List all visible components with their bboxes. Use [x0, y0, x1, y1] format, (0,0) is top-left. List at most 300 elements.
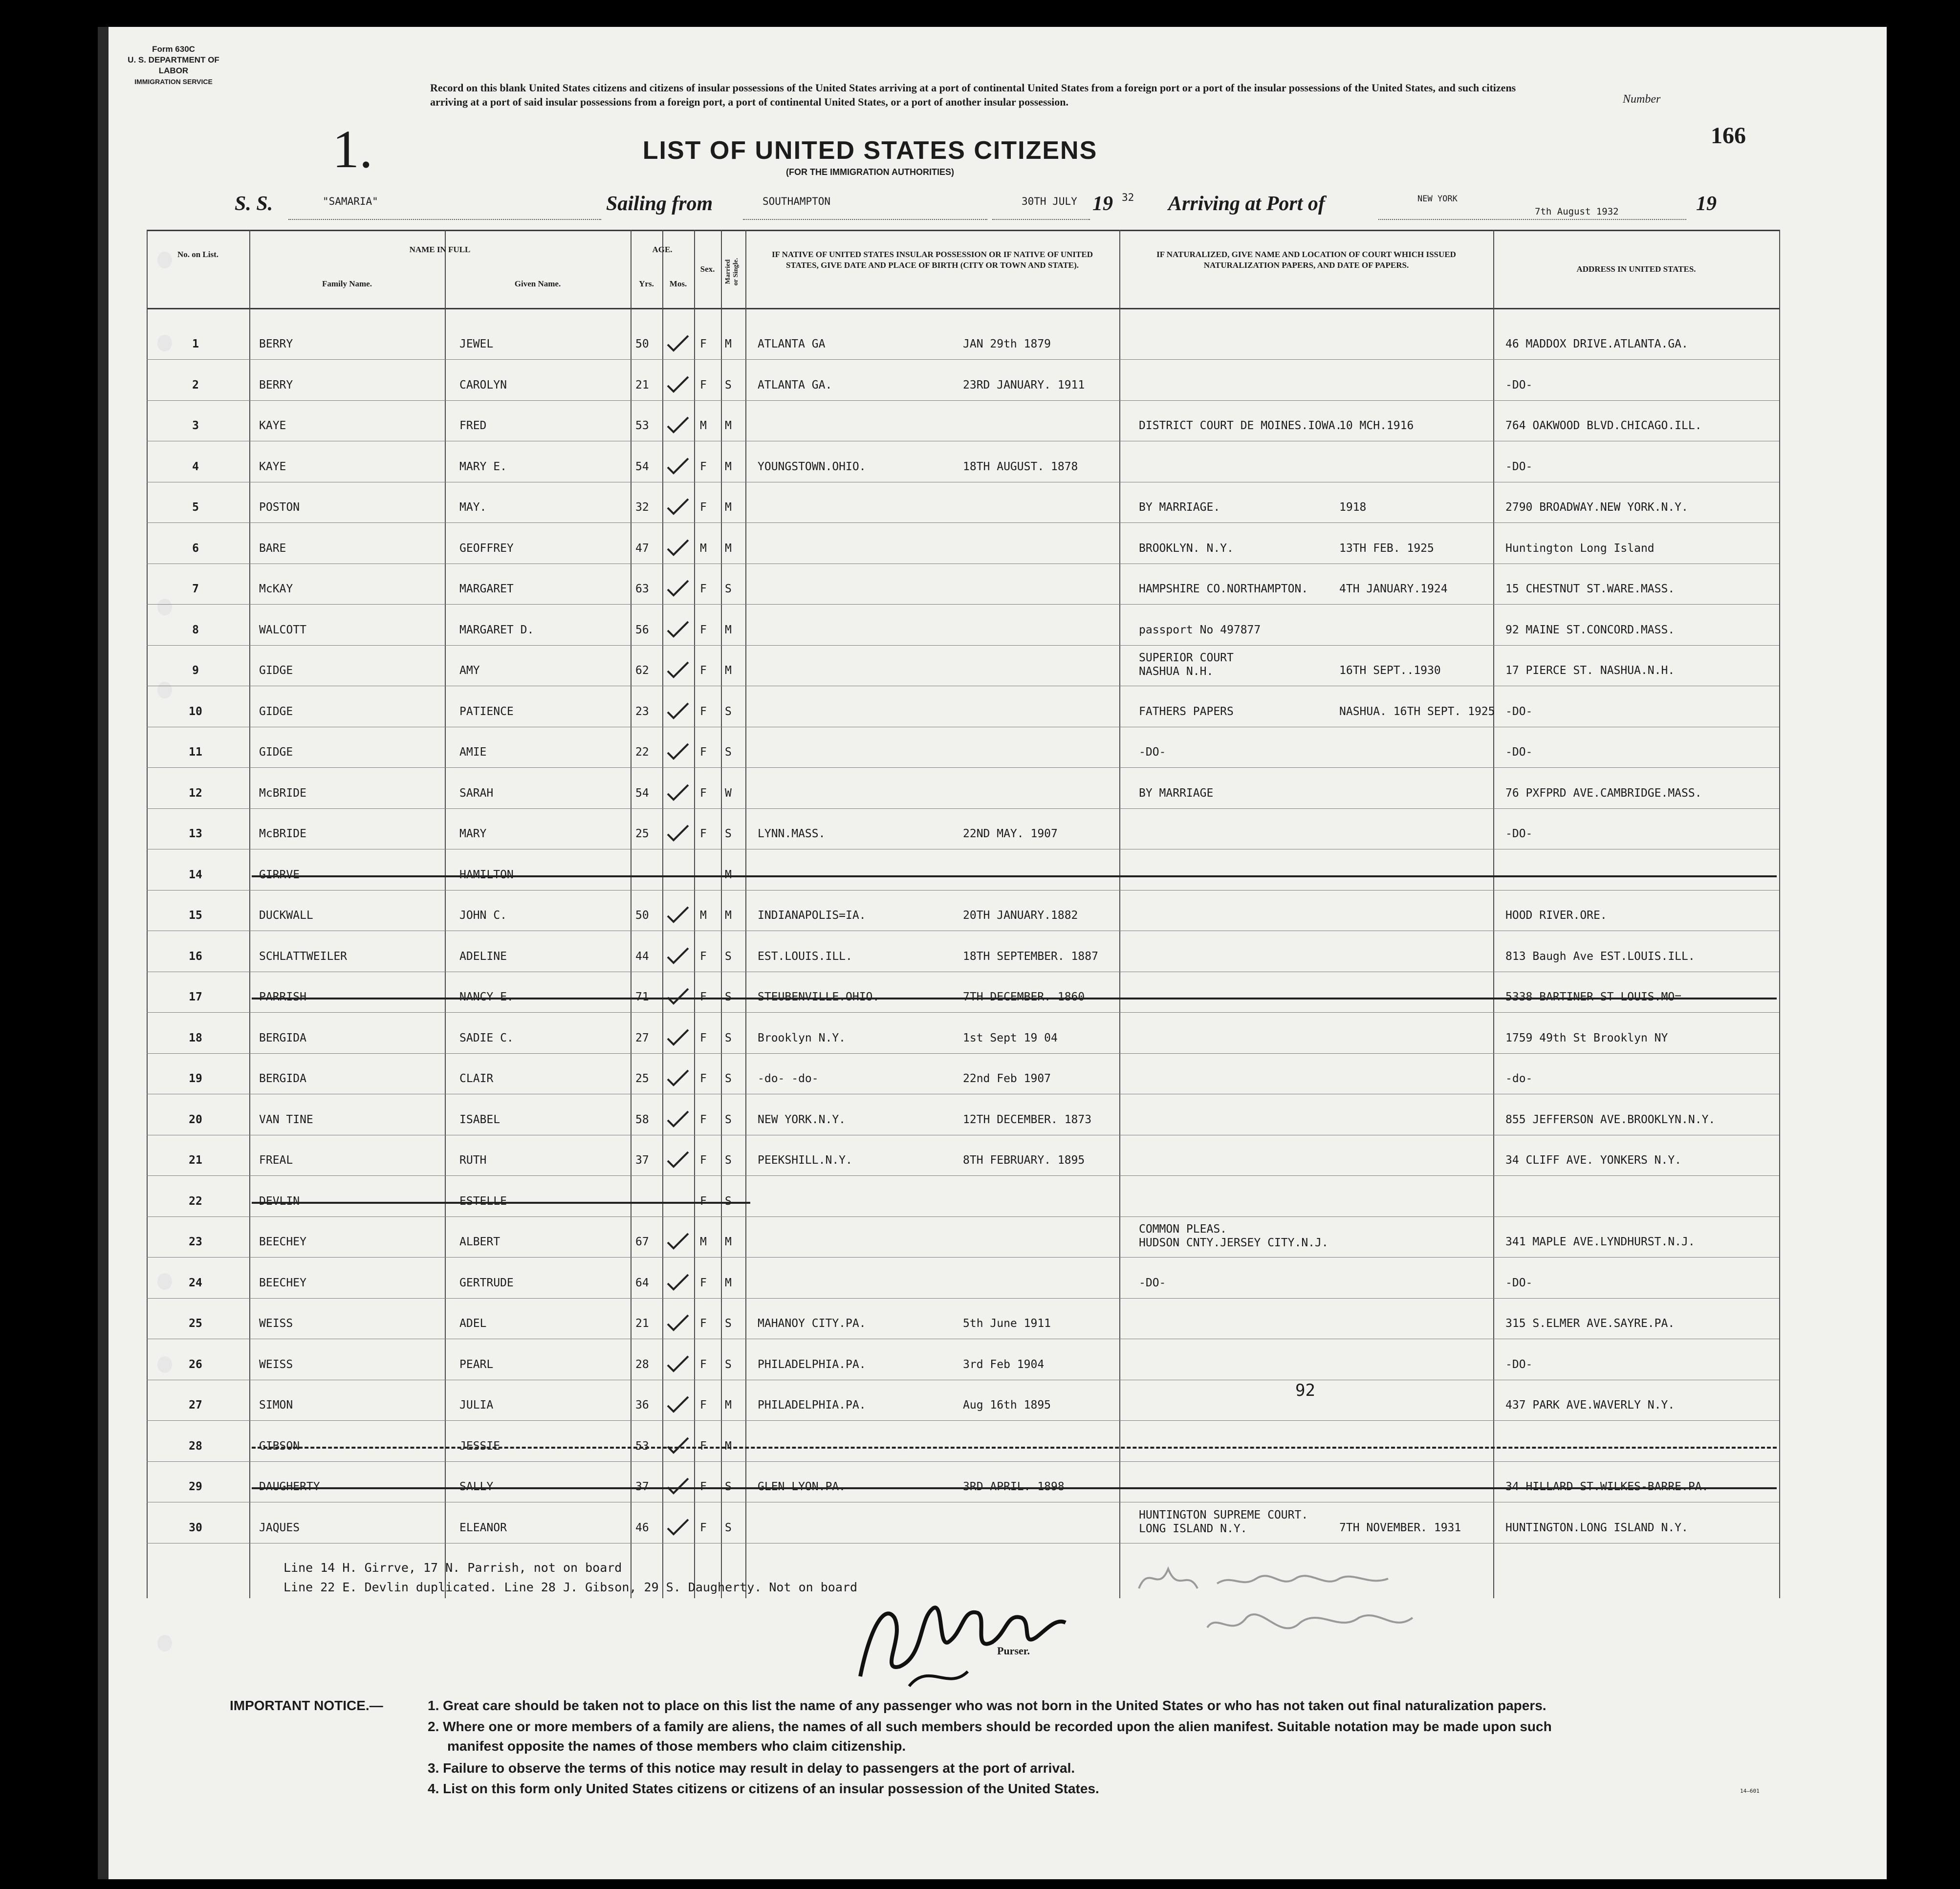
strike-through-line [252, 1447, 1777, 1449]
sex: F [700, 1521, 707, 1534]
header-yrs: Yrs. [639, 279, 654, 288]
address: -DO- [1505, 460, 1533, 473]
marital-status: M [725, 1236, 732, 1248]
marital-status: S [725, 1521, 732, 1534]
row-number: 7 [192, 583, 199, 595]
naturalization-location: LONG ISLAND N.Y. [1139, 1522, 1247, 1535]
naturalization-court: DISTRICT COURT DE MOINES.IOWA. [1139, 419, 1342, 432]
marital-status: M [725, 664, 732, 677]
birth-date: 22nd Feb 1907 [963, 1072, 1051, 1085]
birth-place: ATLANTA GA. [758, 378, 832, 391]
row-number: 13 [189, 827, 202, 840]
family-name: SCHLATTWEILER [259, 950, 348, 963]
address: 341 MAPLE AVE.LYNDHURST.N.J. [1505, 1236, 1695, 1248]
given-name: JESSIE [459, 1439, 501, 1453]
given-name: NANCY E. [459, 991, 514, 1003]
address: HUNTINGTON.LONG ISLAND N.Y. [1505, 1521, 1688, 1534]
arrival-port: NEW YORK [1417, 194, 1458, 204]
form-id: Form 630C [152, 44, 195, 54]
family-name: BERRY [259, 338, 293, 350]
age-years: 44 [635, 950, 649, 963]
check-mark-icon [664, 824, 693, 843]
sailing-label: Sailing from [606, 193, 713, 215]
row-rule [147, 1012, 1779, 1013]
row-number: 17 [189, 991, 202, 1003]
naturalization-court: -DO- [1139, 746, 1166, 759]
sex: F [700, 1031, 707, 1044]
address: 34 HILLARD ST.WILKES-BARRE.PA. [1505, 1480, 1709, 1493]
sex: F [700, 1194, 707, 1208]
column-rule [721, 230, 722, 1598]
address: 92 MAINE ST.CONCORD.MASS. [1505, 623, 1675, 636]
family-name: POSTON [259, 501, 300, 514]
given-name: HAMILTON [459, 868, 514, 881]
arrival-underline [1378, 219, 1686, 220]
row-number: 21 [189, 1154, 202, 1167]
row-rule [147, 604, 1779, 605]
given-name: ALBERT [459, 1236, 501, 1248]
marital-status: M [725, 419, 732, 432]
birth-place: LYNN.MASS. [758, 827, 826, 840]
row-rule [147, 645, 1779, 646]
given-name: GEOFFREY [459, 542, 514, 555]
given-name: ADEL [459, 1317, 487, 1330]
naturalization-court: BY MARRIAGE. [1139, 501, 1220, 514]
family-name: DEVLIN [259, 1194, 300, 1208]
given-name: MARY [459, 827, 487, 840]
family-name: KAYE [259, 419, 286, 432]
family-name: DAUGHERTY [259, 1480, 320, 1493]
naturalization-court: HUNTINGTON SUPREME COURT. [1139, 1508, 1308, 1521]
check-mark-icon [664, 375, 693, 394]
row-rule [147, 1175, 1779, 1176]
birth-place: MAHANOY CITY.PA. [758, 1317, 866, 1330]
address: 2790 BROADWAY.NEW YORK.N.Y. [1505, 501, 1688, 514]
check-mark-icon [664, 1436, 693, 1455]
naturalization-date: 13TH FEB. 1925 [1339, 542, 1434, 555]
given-name: SADIE C. [459, 1031, 514, 1044]
address: 34 CLIFF AVE. YONKERS N.Y. [1505, 1154, 1682, 1167]
address: 764 OAKWOOD BLVD.CHICAGO.ILL. [1505, 419, 1702, 432]
marital-status: S [725, 1031, 732, 1044]
row-number: 27 [189, 1399, 202, 1411]
marital-status: S [725, 705, 732, 718]
age-years: 71 [635, 991, 649, 1003]
number-label: Number [1623, 93, 1661, 106]
row-number: 4 [192, 460, 199, 473]
birth-date: 18TH SEPTEMBER. 1887 [963, 950, 1098, 963]
age-years: 47 [635, 542, 649, 555]
marital-status: S [725, 378, 732, 391]
address: 15 CHESTNUT ST.WARE.MASS. [1505, 583, 1675, 595]
family-name: McBRIDE [259, 827, 306, 840]
row-rule [147, 808, 1779, 809]
check-mark-icon [664, 1150, 693, 1170]
row-number: 23 [189, 1236, 202, 1248]
marital-status: M [725, 623, 732, 636]
marital-status: M [725, 338, 732, 350]
given-name: MARGARET D. [459, 623, 534, 636]
age-years: 50 [635, 338, 649, 350]
marital-status: S [725, 1317, 732, 1330]
given-name: ESTELLE [459, 1194, 507, 1208]
row-number: 11 [189, 746, 202, 759]
check-mark-icon [664, 334, 693, 353]
given-name: MAY. [459, 501, 487, 514]
family-name: BERGIDA [259, 1031, 306, 1044]
marital-status: S [725, 1480, 732, 1493]
year2-label: 19 [1696, 193, 1717, 215]
age-years: 54 [635, 460, 649, 473]
birth-place: YOUNGSTOWN.OHIO. [758, 460, 866, 473]
age-years: 28 [635, 1358, 649, 1371]
address: -DO- [1505, 1276, 1533, 1289]
family-name: WALCOTT [259, 623, 306, 636]
check-mark-icon [664, 1476, 693, 1496]
naturalization-date: 7TH NOVEMBER. 1931 [1339, 1521, 1461, 1534]
note-line-2: Line 22 E. Devlin duplicated. Line 28 J. Gibson, 29 S. Daugherty. Not on board [283, 1580, 857, 1594]
address: -DO- [1505, 827, 1533, 840]
header-bottom-rule [147, 308, 1779, 309]
age-years: 50 [635, 909, 649, 922]
sex: M [700, 909, 707, 922]
birth-place: PEEKSHILL.N.Y. [758, 1154, 852, 1167]
row-number: 10 [189, 705, 202, 718]
row-number: 1 [192, 338, 199, 350]
birth-place: GLEN LYON.PA. [758, 1480, 846, 1493]
sex: F [700, 1113, 707, 1126]
sex: F [700, 501, 707, 514]
family-name: KAYE [259, 460, 286, 473]
ship-underline [288, 219, 601, 220]
row-number: 29 [189, 1480, 202, 1493]
column-rule [745, 230, 746, 1598]
given-name: AMIE [459, 746, 487, 759]
header-birth: IF NATIVE OF UNITED STATES INSULAR POSSESSION OR IF NATIVE OF UNITED STATES, GIVE DATE AND PLACE OF BIRTH (CITY OR TOWN AND STATE). [772, 250, 1093, 270]
birth-date: 5th June 1911 [963, 1317, 1051, 1330]
marital-status: M [725, 1439, 732, 1453]
age-years: 58 [635, 1113, 649, 1126]
header-address: ADDRESS IN UNITED STATES. [1576, 264, 1696, 274]
given-name: GERTRUDE [459, 1276, 514, 1289]
address: 855 JEFFERSON AVE.BROOKLYN.N.Y. [1505, 1113, 1716, 1126]
check-mark-icon [664, 1232, 693, 1251]
given-name: PEARL [459, 1358, 494, 1371]
sailing-date: 30TH JULY [1022, 195, 1077, 207]
family-name: BEECHEY [259, 1236, 306, 1248]
check-mark-icon [664, 1313, 693, 1333]
notice-item-2-cont: manifest opposite the names of those members who claim citizenship. [447, 1738, 906, 1754]
column-rule [631, 230, 632, 1598]
sex: F [700, 827, 707, 840]
column-rule [1493, 230, 1494, 1598]
check-mark-icon [664, 742, 693, 761]
check-mark-icon [664, 701, 693, 721]
check-mark-icon [664, 1354, 693, 1374]
from-port: SOUTHAMPTON [762, 195, 831, 207]
row-number: 22 [189, 1194, 202, 1208]
sex: F [700, 746, 707, 759]
family-name: BERGIDA [259, 1072, 306, 1085]
given-name: CAROLYN [459, 378, 507, 391]
birth-place: -do- -do- [758, 1072, 819, 1085]
strike-through-line [252, 875, 1777, 877]
given-name: JULIA [459, 1399, 494, 1411]
address: -DO- [1505, 1358, 1533, 1371]
marital-status: M [725, 868, 732, 881]
arrival-date: 7th August 1932 [1535, 206, 1619, 217]
sex: F [700, 338, 707, 350]
sex: F [700, 1358, 707, 1371]
column-rule [662, 230, 663, 1598]
birth-date: 8TH FEBRUARY. 1895 [963, 1154, 1085, 1167]
given-name: SALLY [459, 1480, 494, 1493]
check-mark-icon [664, 1109, 693, 1129]
family-name: SIMON [259, 1399, 293, 1411]
birth-place: STEUBENVILLE.OHIO. [758, 991, 880, 1003]
check-mark-icon [664, 783, 693, 803]
given-name: ISABEL [459, 1113, 501, 1126]
column-rule [147, 230, 148, 1598]
form-identifier [120, 44, 227, 87]
naturalization-court: BY MARRIAGE [1139, 786, 1214, 800]
family-name: McBRIDE [259, 786, 306, 800]
marital-status: S [725, 1194, 732, 1208]
birth-place: PHILADELPHIA.PA. [758, 1358, 866, 1371]
column-rule [249, 230, 250, 1598]
age-years: 46 [635, 1521, 649, 1534]
check-mark-icon [664, 1028, 693, 1047]
row-number: 16 [189, 950, 202, 963]
header-given: Given Name. [514, 279, 561, 288]
family-name: FREAL [259, 1154, 293, 1167]
column-rule [1779, 230, 1780, 1598]
age-years: 21 [635, 1317, 649, 1330]
purser-label: Purser. [997, 1645, 1030, 1657]
naturalization-court: -DO- [1139, 1276, 1166, 1289]
sex: F [700, 950, 707, 963]
header-naturalization: IF NATURALIZED, GIVE NAME AND LOCATION OF COURT WHICH ISSUED NATURALIZATION PAPERS, AND DATE OF PAPERS. [1156, 250, 1456, 270]
given-name: ELEANOR [459, 1521, 507, 1534]
row-rule [147, 400, 1779, 401]
birth-date: 3rd Feb 1904 [963, 1358, 1045, 1371]
given-name: MARY E. [459, 460, 507, 473]
birth-place: NEW YORK.N.Y. [758, 1113, 846, 1126]
notice-item-4: 4. List on this form only United States citizens or citizens of an insular possession of the United States. [428, 1781, 1099, 1796]
naturalization-date: 1918 [1339, 501, 1367, 514]
row-number: 20 [189, 1113, 202, 1126]
check-mark-icon [664, 1395, 693, 1414]
given-name: AMY [459, 664, 480, 677]
check-mark-icon [664, 579, 693, 598]
sex: M [700, 419, 707, 432]
strike-through-line [252, 998, 1777, 999]
print-code: 14—601 [1740, 1788, 1760, 1794]
birth-place: INDIANAPOLIS=IA. [758, 909, 866, 922]
sailing-year: 32 [1122, 192, 1134, 203]
marital-status: W [725, 786, 732, 800]
marital-status: S [725, 1358, 732, 1371]
given-name: MARGARET [459, 583, 514, 595]
notice-item-3: 3. Failure to observe the terms of this notice may result in delay to passengers at the port of arrival. [428, 1760, 1075, 1776]
check-mark-icon [664, 1068, 693, 1088]
binder-hole [157, 1635, 172, 1651]
ship-name: "SAMARIA" [323, 195, 378, 207]
row-rule [147, 1298, 1779, 1299]
age-years: 25 [635, 827, 649, 840]
header-no: No. on List. [177, 250, 219, 259]
row-number: 12 [189, 786, 202, 800]
given-name: SARAH [459, 786, 494, 800]
marital-status: M [725, 909, 732, 922]
strike-through-line [252, 1487, 1777, 1489]
sex: F [700, 460, 707, 473]
marital-status: S [725, 950, 732, 963]
row-number: 2 [192, 378, 199, 391]
birth-date: 1st Sept 19 04 [963, 1031, 1058, 1044]
row-number: 3 [192, 419, 199, 432]
birth-date: 7TH DECEMBER. 1860 [963, 991, 1085, 1003]
check-mark-icon [664, 660, 693, 680]
year-prefix: 19 [1092, 193, 1113, 215]
row-number: 9 [192, 664, 199, 677]
birth-date: Aug 16th 1895 [963, 1399, 1051, 1411]
marital-status: S [725, 827, 732, 840]
row-rule [147, 1461, 1779, 1462]
notice-item-1: 1. Great care should be taken not to place on this list the name of any passenger who was not born in the United States or who has not taken out final naturalization papers. [428, 1698, 1546, 1713]
row-rule [147, 1216, 1779, 1217]
check-mark-icon [664, 415, 693, 435]
address: 17 PIERCE ST. NASHUA.N.H. [1505, 664, 1675, 677]
header-family: Family Name. [322, 279, 372, 288]
age-years: 67 [635, 1236, 649, 1248]
birth-date: 22ND MAY. 1907 [963, 827, 1058, 840]
address: -DO- [1505, 746, 1533, 759]
header-age: AGE. [652, 245, 673, 254]
row-rule [147, 1420, 1779, 1421]
birth-place: PHILADELPHIA.PA. [758, 1399, 866, 1411]
age-years: 22 [635, 746, 649, 759]
age-years: 53 [635, 1439, 649, 1453]
handwritten-number: 1. [332, 119, 373, 179]
given-name: JOHN C. [459, 909, 507, 922]
address: Huntington Long Island [1505, 542, 1655, 555]
check-mark-icon [664, 620, 693, 639]
sex: F [700, 1276, 707, 1289]
family-name: VAN TINE [259, 1113, 313, 1126]
sex: F [700, 1439, 707, 1453]
sex: F [700, 786, 707, 800]
marital-status: M [725, 501, 732, 514]
marital-status: S [725, 1113, 732, 1126]
given-name: ADELINE [459, 950, 507, 963]
naturalization-location: HUDSON CNTY.JERSEY CITY.N.J. [1139, 1237, 1328, 1249]
naturalization-location: NASHUA N.H. [1139, 665, 1214, 678]
row-number: 24 [189, 1276, 202, 1289]
check-mark-icon [664, 905, 693, 925]
age-years: 32 [635, 501, 649, 514]
naturalization-court: HAMPSHIRE CO.NORTHAMPTON. [1139, 583, 1308, 595]
age-years: 62 [635, 664, 649, 677]
handwritten-pencil-signature [1134, 1559, 1476, 1652]
sex: F [700, 1072, 707, 1085]
header-name-in-full: NAME IN FULL [409, 245, 471, 254]
check-mark-icon [664, 1273, 693, 1292]
intro-text: Record on this blank United States citizens and citizens of insular possessions of the United States arriving at a port of continental United States from a foreign port or a port of the insular possessions of the United States, and such citizens arriving at a port of said insular possessions from a foreign port, a port of continental United States, or a port of another insular possession. [430, 82, 1516, 108]
naturalization-date: NASHUA. 16TH SEPT. 1925 [1339, 705, 1495, 718]
naturalization-court: SUPERIOR COURT [1139, 651, 1234, 664]
row-number: 14 [189, 868, 202, 881]
sex: F [700, 705, 707, 718]
birth-place: ATLANTA GA [758, 338, 826, 350]
marital-status: S [725, 583, 732, 595]
check-mark-icon [664, 946, 693, 966]
row-number: 25 [189, 1317, 202, 1330]
header-married: Married or Single. [724, 258, 740, 286]
age-years: 37 [635, 1480, 649, 1493]
check-mark-icon [664, 987, 693, 1006]
age-years: 64 [635, 1276, 649, 1289]
row-rule [147, 359, 1779, 360]
address: -do- [1505, 1072, 1533, 1085]
family-name: BEECHEY [259, 1276, 306, 1289]
column-rule [694, 230, 695, 1598]
marital-status: M [725, 1276, 732, 1289]
header-sex: Sex. [700, 264, 715, 274]
naturalization-court: FATHERS PAPERS [1139, 705, 1234, 718]
check-mark-icon [664, 538, 693, 558]
naturalization-court: BROOKLYN. N.Y. [1139, 542, 1234, 555]
sex: F [700, 1154, 707, 1167]
naturalization-date: 16TH SEPT..1930 [1339, 664, 1441, 677]
age-years: 56 [635, 623, 649, 636]
sex: M [700, 1236, 707, 1248]
age-years: 37 [635, 1154, 649, 1167]
row-rule [147, 522, 1779, 523]
age-years: 21 [635, 378, 649, 391]
birth-date: 12TH DECEMBER. 1873 [963, 1113, 1092, 1126]
family-name: WEISS [259, 1358, 293, 1371]
row-number: 18 [189, 1031, 202, 1044]
sex: F [700, 1480, 707, 1493]
notice-item-2: 2. Where one or more members of a family are aliens, the names of all such members should be recorded upon the alien manifest. Suitable notation may be made upon such [428, 1719, 1552, 1734]
note-line-1: Line 14 H. Girrve, 17 N. Parrish, not on board [283, 1561, 622, 1575]
birth-date: 20TH JANUARY.1882 [963, 909, 1078, 922]
age-years: 53 [635, 419, 649, 432]
strike-through-line [252, 1202, 750, 1204]
check-mark-icon [664, 1518, 693, 1537]
department: U. S. DEPARTMENT OF LABOR [128, 55, 219, 75]
birth-place: EST.LOUIS.ILL. [758, 950, 852, 963]
passenger-table [147, 230, 1779, 1598]
row-rule [147, 767, 1779, 768]
given-name: PATIENCE [459, 705, 514, 718]
row-rule [147, 1053, 1779, 1054]
sex: F [700, 378, 707, 391]
address: -DO- [1505, 378, 1533, 391]
family-name: GIDGE [259, 746, 293, 759]
address: 437 PARK AVE.WAVERLY N.Y. [1505, 1399, 1675, 1411]
sex: F [700, 1317, 707, 1330]
family-name: GIDGE [259, 664, 293, 677]
given-name: FRED [459, 419, 487, 432]
address: 813 Baugh Ave EST.LOUIS.ILL. [1505, 950, 1695, 963]
address: 5338 BARTINER ST LOUIS.MO= [1505, 991, 1682, 1003]
family-name: DUCKWALL [259, 909, 313, 922]
check-mark-icon [664, 497, 693, 517]
birth-date: 3RD APRIL. 1898 [963, 1480, 1065, 1493]
marital-status: S [725, 746, 732, 759]
